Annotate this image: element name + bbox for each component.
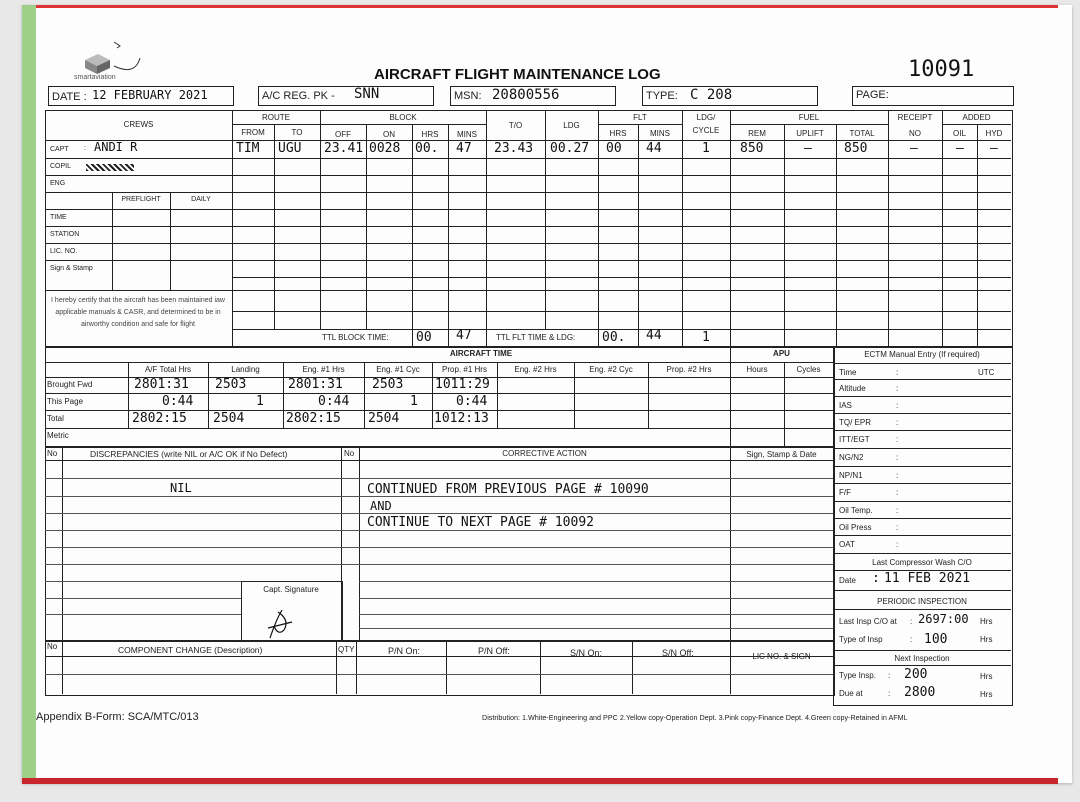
disc-no-header: No <box>47 449 58 458</box>
bf-eng1-hrs: 2801:31 <box>288 377 343 392</box>
compressor-wash-title: Last Compressor Wash C/O <box>872 558 972 567</box>
tot-af-total: 2802:15 <box>132 411 187 426</box>
next-insp-title: Next Inspection <box>894 654 950 663</box>
ectm-time-label: Time <box>839 368 857 377</box>
fuel-rem: 850 <box>740 141 764 156</box>
route-from: TIM <box>236 141 260 156</box>
bottom-edge <box>22 778 1058 784</box>
ttl-block-mins: 47 <box>456 328 472 343</box>
block-header: BLOCK <box>389 113 417 122</box>
ttl-flt-hrs: 00. <box>602 330 626 345</box>
action-line-3: CONTINUE TO NEXT PAGE # 10092 <box>367 515 594 530</box>
sn-off-header: S/N Off: <box>662 648 694 658</box>
to-header: TO <box>291 128 303 137</box>
corrective-header: CORRECTIVE ACTION <box>502 449 587 458</box>
metric-label: Metric <box>47 431 69 440</box>
discrepancy-table <box>45 446 835 642</box>
tp-eng1-hrs: 0:44 <box>318 394 350 409</box>
receipt-no-header: NO <box>909 129 921 138</box>
eng2-hrs-header: Eng. #2 Hrs <box>514 365 557 374</box>
page-label: PAGE: <box>856 89 889 101</box>
next-type-value: 200 <box>904 667 928 682</box>
added-header: ADDED <box>962 113 991 122</box>
this-page-label: This Page <box>47 397 84 406</box>
due-hrs: Hrs <box>980 690 993 699</box>
bf-landing: 2503 <box>215 377 247 392</box>
apu-cycles-header: Cycles <box>796 365 821 374</box>
apu-title: APU <box>773 349 790 358</box>
msn-label: MSN: <box>454 90 482 102</box>
ldg-cycle-header-2: CYCLE <box>692 126 720 135</box>
ectm-param: Oil Press <box>839 523 872 532</box>
next-type-label: Type Insp. <box>839 671 876 680</box>
periodic-title: PERIODIC INSPECTION <box>877 597 967 606</box>
uplift-header: UPLIFT <box>796 129 824 138</box>
off-header: OFF <box>335 130 351 139</box>
fuel-header: FUEL <box>798 113 820 122</box>
wash-date-value: 11 FEB 2021 <box>884 571 971 586</box>
ectm-param: NG/N2 <box>839 453 864 462</box>
on-header: ON <box>383 130 395 139</box>
discrepancy-entry: NIL <box>170 481 192 495</box>
form-code: Appendix B-Form: SCA/MTC/013 <box>36 711 199 723</box>
bf-af-total: 2801:31 <box>134 377 189 392</box>
logo-text: smartaviation <box>74 74 116 81</box>
comp-qty-header: QTY <box>338 645 355 654</box>
prop2-hrs-header: Prop. #2 Hrs <box>666 365 712 374</box>
pn-off-header: P/N Off: <box>478 646 510 656</box>
tp-landing: 1 <box>256 394 264 409</box>
capt-label: CAPT <box>50 146 69 153</box>
from-header: FROM <box>241 128 265 137</box>
brought-fwd-label: Brought Fwd <box>47 380 93 389</box>
ectm-utc-label: UTC <box>978 368 995 377</box>
ectm-param: NP/N1 <box>839 471 863 480</box>
flt-mins-header: MINS <box>650 129 670 138</box>
action-line-1: CONTINUED FROM PREVIOUS PAGE # 10090 <box>367 482 649 497</box>
bf-eng1-cyc: 2503 <box>372 377 404 392</box>
hrs-header: HRS <box>421 130 439 139</box>
tp-eng1-cyc: 1 <box>410 394 418 409</box>
ttl-flt-label: TTL FLT TIME & LDG: <box>496 333 576 342</box>
sn-on-header: S/N On: <box>570 648 603 658</box>
last-insp-hrs: Hrs <box>980 617 993 626</box>
last-insp-label: Last Insp C/O at <box>839 617 897 626</box>
tot-eng1-hrs: 2802:15 <box>286 411 341 426</box>
route-header: ROUTE <box>262 113 290 122</box>
time-label: TIME <box>50 214 67 221</box>
eng1-cyc-header: Eng. #1 Cyc <box>376 365 420 374</box>
type-insp-label: Type of Insp <box>839 635 883 644</box>
route-to: UGU <box>278 141 302 156</box>
distribution-note: Distribution: 1.White-Engineering and PPC 2.Yellow copy-Operation Dept. 3.Pink copy-Finance Dept. 4.Green copy-Retained in AFML <box>482 713 908 722</box>
fuel-uplift: – <box>804 141 812 156</box>
comp-no-header: No <box>47 642 58 651</box>
rem-header: REM <box>748 129 766 138</box>
bf-prop1-hrs: 1011:29 <box>435 377 490 392</box>
cycle-value: 1 <box>702 141 710 156</box>
ectm-param: TQ/ EPR <box>839 418 872 427</box>
due-value: 2800 <box>904 685 936 700</box>
flt-mins: 44 <box>646 141 662 156</box>
wash-date-label: Date <box>839 576 856 585</box>
ttl-block-label: TTL BLOCK TIME: <box>322 333 389 342</box>
lic-sign-header: LIC NO. & SIGN <box>752 652 811 661</box>
comp-desc-header: COMPONENT CHANGE (Description) <box>118 645 263 655</box>
type-insp-hrs: Hrs <box>980 635 993 644</box>
copil-scribble <box>86 164 134 171</box>
crews-header: CREWS <box>123 120 154 129</box>
block-mins: 47 <box>456 141 472 156</box>
receipt-header: RECEIPT <box>897 113 933 122</box>
mins-header: MINS <box>457 130 477 139</box>
action-no-header: No <box>344 449 355 458</box>
sign-date-header: Sign, Stamp & Date <box>746 450 817 459</box>
ldg-header: LDG <box>563 121 580 130</box>
takeoff-time: 23.43 <box>494 141 534 156</box>
log-number: 10091 <box>908 57 975 82</box>
fuel-total: 850 <box>844 141 868 156</box>
date-value: 12 FEBRUARY 2021 <box>92 88 208 102</box>
capt-value: ANDI R <box>94 140 138 154</box>
ttl-flt-mins: 44 <box>646 328 662 343</box>
ldg-cycle-header-1: LDG/ <box>696 113 716 122</box>
receipt-value: – <box>910 141 918 156</box>
total-header: TOTAL <box>849 129 875 138</box>
landing-time: 00.27 <box>550 141 590 156</box>
block-on: 0028 <box>369 141 401 156</box>
eng1-hrs-header: Eng. #1 Hrs <box>302 365 345 374</box>
date-label: DATE : <box>52 91 87 103</box>
station-label: STATION <box>50 231 80 238</box>
prop1-hrs-header: Prop. #1 Hrs <box>442 365 487 374</box>
flt-hrs: 00 <box>606 141 622 156</box>
tp-prop1-hrs: 0:44 <box>456 394 488 409</box>
flt-hrs-header: HRS <box>609 129 627 138</box>
action-line-2: AND <box>370 499 392 513</box>
to-time-header: T/O <box>508 121 523 130</box>
oil-value: – <box>956 141 964 156</box>
type-value: C 208 <box>690 87 733 103</box>
block-off: 23.41 <box>324 141 364 156</box>
msn-value: 20800556 <box>492 87 560 103</box>
total-label: Total <box>47 414 64 423</box>
sign-stamp-label: Sign & Stamp <box>50 265 93 272</box>
apu-hours-header: Hours <box>746 365 768 374</box>
eng2-cyc-header: Eng. #2 Cyc <box>589 365 633 374</box>
form-title: AIRCRAFT FLIGHT MAINTENANCE LOG <box>374 66 661 83</box>
ectm-param: F/F <box>839 488 851 497</box>
preflight-header: PREFLIGHT <box>121 196 161 203</box>
landing-header: Landing <box>231 365 260 374</box>
block-hrs: 00. <box>415 141 439 156</box>
ttl-flt-ldg: 1 <box>702 330 710 345</box>
pn-on-header: P/N On: <box>388 646 421 656</box>
due-label: Due at <box>839 689 863 698</box>
acreg-label: A/C REG. PK - <box>262 90 335 102</box>
hyd-header: HYD <box>985 129 1003 138</box>
af-total-header: A/F Total Hrs <box>144 365 192 374</box>
tot-eng1-cyc: 2504 <box>368 411 400 426</box>
ectm-param: Altitude <box>839 384 866 393</box>
acreg-value: SNN <box>354 86 380 102</box>
tot-prop1-hrs: 1012:13 <box>434 411 489 426</box>
next-type-hrs: Hrs <box>980 672 993 681</box>
ectm-param: IAS <box>839 401 852 410</box>
certify-text: I hereby certify that the aircraft has been maintained iaw applicable manuals & CASR, and determined to be in airworthy condition and safe for flight <box>51 297 225 328</box>
tp-af-total: 0:44 <box>162 394 194 409</box>
ectm-param: OAT <box>839 540 855 549</box>
copil-label: COPIL <box>50 163 72 170</box>
ttl-block-hrs: 00 <box>416 330 432 345</box>
eng-label: ENG <box>50 180 66 187</box>
ectm-param: ITT/EGT <box>839 435 870 444</box>
discrepancy-header: DISCREPANCIES (write NIL or A/C OK if No Defect) <box>90 449 288 459</box>
type-label: TYPE: <box>646 90 678 102</box>
last-insp-value: 2697:00 <box>918 612 969 626</box>
capt-signature-label: Capt. Signature <box>263 585 319 594</box>
aircraft-time-title: AIRCRAFT TIME <box>449 349 513 358</box>
top-edge <box>36 5 1058 8</box>
tot-landing: 2504 <box>213 411 245 426</box>
ectm-title: ECTM Manual Entry (If required) <box>864 350 980 359</box>
oil-header: OIL <box>953 129 966 138</box>
ectm-param: Oil Temp. <box>839 506 873 515</box>
flt-header: FLT <box>633 113 647 122</box>
daily-header: DAILY <box>191 196 211 203</box>
hyd-value: – <box>990 141 998 156</box>
lic-no-label: LIC. NO. <box>50 248 78 255</box>
type-insp-value: 100 <box>924 632 948 647</box>
